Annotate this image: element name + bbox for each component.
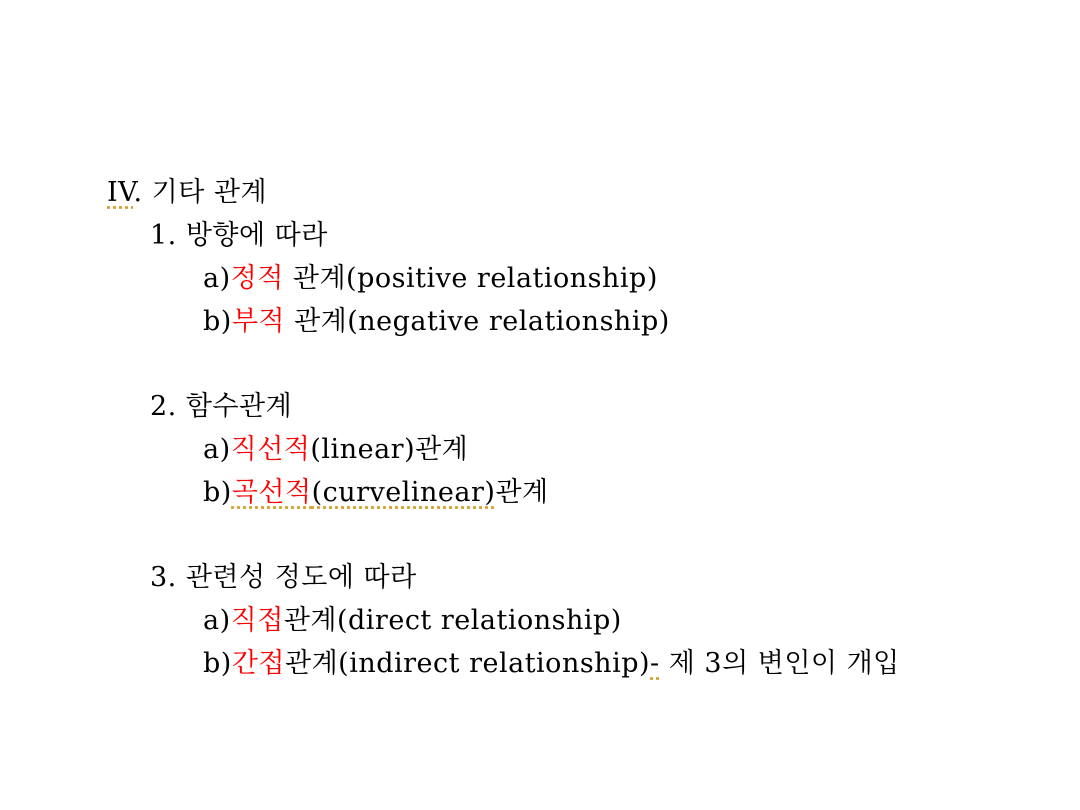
item-term: 곡선적 <box>231 477 312 508</box>
item-prefix: a) <box>203 263 231 294</box>
item-prefix: b) <box>203 477 232 508</box>
item-term: 부적 <box>231 306 285 337</box>
section-title-direction: 1. 방향에 따라 <box>150 220 328 251</box>
item-mid: (curvelinear) <box>311 477 496 508</box>
slide-heading <box>107 176 267 210</box>
list-item-indirect <box>203 647 900 681</box>
item-term: 정적 <box>230 263 284 294</box>
item-prefix: a) <box>203 605 231 636</box>
item-prefix: a) <box>203 434 231 465</box>
item-term: 직선적 <box>230 434 311 465</box>
item-prefix: b) <box>203 306 232 337</box>
list-item-positive <box>203 262 658 296</box>
list-item-direct <box>203 604 622 638</box>
item-mid: 관계(indirect relationship) <box>285 648 651 679</box>
item-dash: - <box>650 648 660 679</box>
item-prefix: b) <box>203 648 232 679</box>
list-item-linear <box>203 433 468 467</box>
item-text: 관계(negative relationship) <box>285 306 670 337</box>
item-text: (linear)관계 <box>310 434 469 465</box>
list-item-curvilinear <box>203 476 549 510</box>
item-text: 관계(positive relationship) <box>283 263 658 294</box>
heading-numeral: IV <box>107 177 134 208</box>
section-title-degree: 3. 관련성 정도에 따라 <box>150 562 417 593</box>
section-title-function: 2. 함수관계 <box>150 391 293 422</box>
item-term: 직접 <box>230 605 284 636</box>
heading-text: . 기타 관계 <box>133 177 268 208</box>
item-term: 간접 <box>231 648 285 679</box>
item-text: 제 3의 변인이 개입 <box>659 648 900 679</box>
item-text: 관계(direct relationship) <box>283 605 622 636</box>
list-item-negative <box>203 305 670 339</box>
item-text: 관계 <box>495 477 549 508</box>
